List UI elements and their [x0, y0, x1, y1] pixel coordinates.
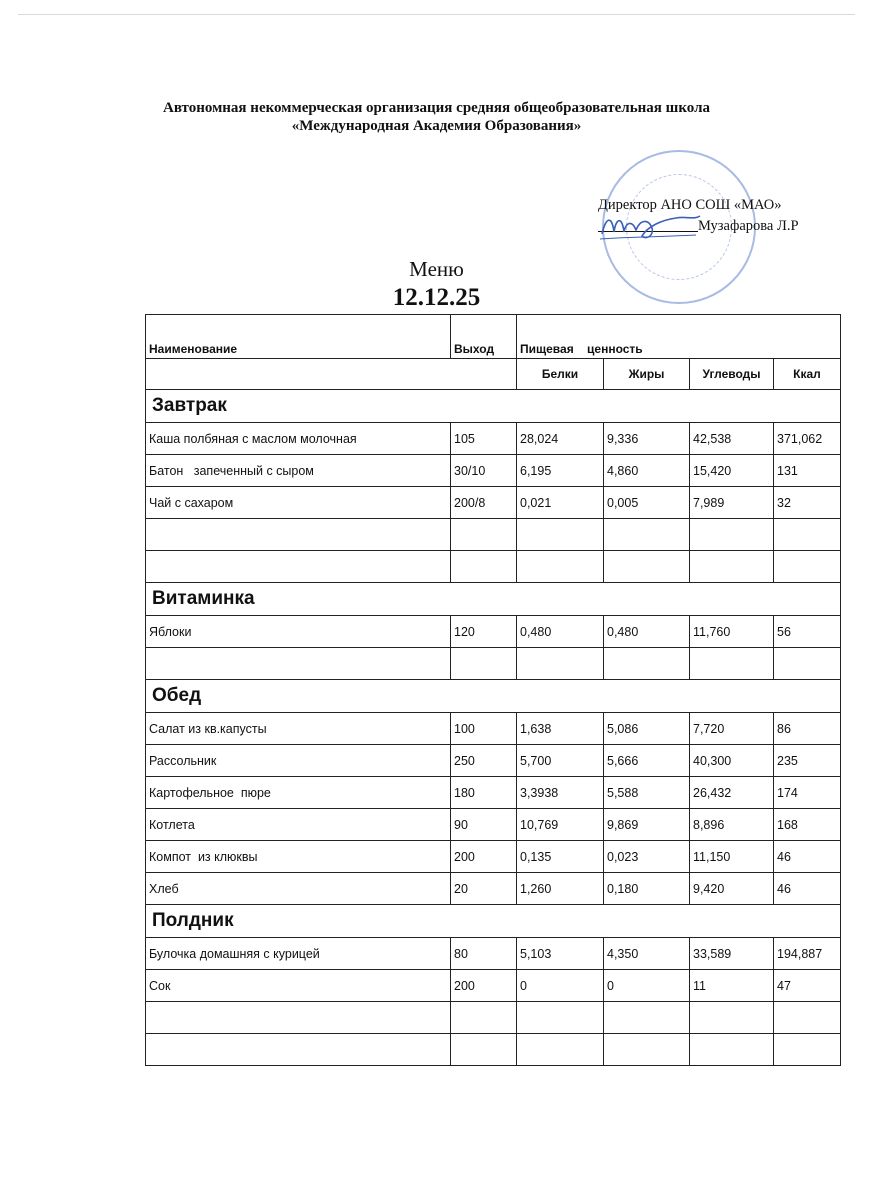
output-cell: 200 [451, 841, 517, 873]
carbs-cell [690, 519, 774, 551]
table-row [146, 970, 841, 1002]
carbs-cell: 33,589 [690, 938, 774, 970]
header-name: Наименование [146, 315, 451, 359]
kcal-cell: 235 [774, 745, 841, 777]
section-title: Полдник [146, 905, 841, 938]
table-row [146, 841, 841, 873]
output-cell [451, 648, 517, 680]
menu-title: Меню [409, 257, 464, 281]
fats-cell: 0,480 [604, 616, 690, 648]
kcal-cell: 46 [774, 873, 841, 905]
section-row [146, 390, 841, 423]
proteins-cell: 0,480 [517, 616, 604, 648]
section-title: Обед [146, 680, 841, 713]
proteins-cell: 6,195 [517, 455, 604, 487]
dish-name-cell [146, 1034, 451, 1066]
kcal-cell: 131 [774, 455, 841, 487]
section-title: Завтрак [146, 390, 841, 423]
output-cell: 180 [451, 777, 517, 809]
dish-name-cell: Булочка домашняя с курицей [146, 938, 451, 970]
kcal-cell: 194,887 [774, 938, 841, 970]
table-row [146, 1002, 841, 1034]
proteins-cell: 28,024 [517, 423, 604, 455]
fats-cell [604, 648, 690, 680]
fats-cell [604, 1002, 690, 1034]
output-cell: 105 [451, 423, 517, 455]
scan-edge-line [18, 14, 855, 15]
table-row [146, 616, 841, 648]
kcal-cell: 86 [774, 713, 841, 745]
output-cell: 250 [451, 745, 517, 777]
output-cell [451, 519, 517, 551]
fats-cell: 0,180 [604, 873, 690, 905]
table-row [146, 713, 841, 745]
fats-cell: 4,350 [604, 938, 690, 970]
fats-cell: 0,023 [604, 841, 690, 873]
dish-name-cell: Сок [146, 970, 451, 1002]
dish-name-cell: Компот из клюквы [146, 841, 451, 873]
fats-cell [604, 551, 690, 583]
proteins-cell: 0,021 [517, 487, 604, 519]
kcal-cell: 32 [774, 487, 841, 519]
carbs-cell [690, 648, 774, 680]
output-cell: 120 [451, 616, 517, 648]
output-cell: 200/8 [451, 487, 517, 519]
output-cell: 200 [451, 970, 517, 1002]
kcal-cell [774, 519, 841, 551]
fats-cell: 4,860 [604, 455, 690, 487]
carbs-cell: 42,538 [690, 423, 774, 455]
carbs-cell [690, 1002, 774, 1034]
organization-header [0, 99, 873, 135]
proteins-cell: 1,260 [517, 873, 604, 905]
proteins-cell: 3,3938 [517, 777, 604, 809]
output-cell: 20 [451, 873, 517, 905]
kcal-cell [774, 1002, 841, 1034]
fats-cell: 0,005 [604, 487, 690, 519]
table-header-row [146, 315, 841, 359]
table-row [146, 777, 841, 809]
fats-cell: 0 [604, 970, 690, 1002]
dish-name-cell: Чай с сахаром [146, 487, 451, 519]
fats-cell: 5,086 [604, 713, 690, 745]
kcal-cell [774, 551, 841, 583]
proteins-cell [517, 551, 604, 583]
header-carbs: Углеводы [690, 359, 774, 390]
dish-name-cell [146, 648, 451, 680]
section-row [146, 680, 841, 713]
director-name: Музафарова Л.Р [698, 218, 799, 234]
output-cell: 90 [451, 809, 517, 841]
dish-name-cell: Котлета [146, 809, 451, 841]
table-row [146, 455, 841, 487]
dish-name-cell: Каша полбяная с маслом молочная [146, 423, 451, 455]
carbs-cell: 8,896 [690, 809, 774, 841]
carbs-cell: 15,420 [690, 455, 774, 487]
dish-name-cell: Батон запеченный с сыром [146, 455, 451, 487]
section-row [146, 905, 841, 938]
fats-cell: 9,869 [604, 809, 690, 841]
dish-name-cell [146, 519, 451, 551]
table-row [146, 1034, 841, 1066]
proteins-cell: 0 [517, 970, 604, 1002]
fats-cell: 5,666 [604, 745, 690, 777]
carbs-cell: 26,432 [690, 777, 774, 809]
carbs-cell: 9,420 [690, 873, 774, 905]
carbs-cell [690, 1034, 774, 1066]
table-row [146, 551, 841, 583]
proteins-cell: 1,638 [517, 713, 604, 745]
kcal-cell: 174 [774, 777, 841, 809]
header-nutrition: Пищевая ценность [517, 315, 841, 359]
proteins-cell: 5,700 [517, 745, 604, 777]
fats-cell: 9,336 [604, 423, 690, 455]
dish-name-cell: Яблоки [146, 616, 451, 648]
director-title: Директор АНО СОШ «МАО» [598, 197, 782, 213]
dish-name-cell: Рассольник [146, 745, 451, 777]
table-row [146, 487, 841, 519]
proteins-cell [517, 1034, 604, 1066]
header-output: Выход [451, 315, 517, 359]
carbs-cell: 40,300 [690, 745, 774, 777]
table-row [146, 938, 841, 970]
carbs-cell: 11 [690, 970, 774, 1002]
header-kcal: Ккал [774, 359, 841, 390]
table-row [146, 423, 841, 455]
fats-cell [604, 519, 690, 551]
table-row [146, 519, 841, 551]
kcal-cell: 168 [774, 809, 841, 841]
carbs-cell: 7,989 [690, 487, 774, 519]
kcal-cell: 46 [774, 841, 841, 873]
carbs-cell: 7,720 [690, 713, 774, 745]
dish-name-cell: Салат из кв.капусты [146, 713, 451, 745]
table-row [146, 873, 841, 905]
proteins-cell [517, 648, 604, 680]
output-cell: 80 [451, 938, 517, 970]
dish-name-cell [146, 1002, 451, 1034]
proteins-cell [517, 519, 604, 551]
carbs-cell: 11,150 [690, 841, 774, 873]
output-cell: 100 [451, 713, 517, 745]
table-row [146, 809, 841, 841]
dish-name-cell: Картофельное пюре [146, 777, 451, 809]
proteins-cell: 5,103 [517, 938, 604, 970]
proteins-cell: 10,769 [517, 809, 604, 841]
organization-line-2: «Международная Академия Образования» [291, 118, 582, 134]
section-row [146, 583, 841, 616]
fats-cell: 5,588 [604, 777, 690, 809]
carbs-cell: 11,760 [690, 616, 774, 648]
organization-line-1: Автономная некоммерческая организация средняя общеобразовательная школа [162, 100, 710, 116]
output-cell: 30/10 [451, 455, 517, 487]
menu-date: 12.12.25 [392, 284, 481, 311]
menu-table [145, 314, 841, 1066]
dish-name-cell [146, 551, 451, 583]
kcal-cell [774, 648, 841, 680]
proteins-cell [517, 1002, 604, 1034]
table-row [146, 648, 841, 680]
kcal-cell: 47 [774, 970, 841, 1002]
kcal-cell: 371,062 [774, 423, 841, 455]
kcal-cell: 56 [774, 616, 841, 648]
kcal-cell [774, 1034, 841, 1066]
carbs-cell [690, 551, 774, 583]
header-proteins: Белки [517, 359, 604, 390]
output-cell [451, 551, 517, 583]
table-subheader-row [146, 359, 841, 390]
proteins-cell: 0,135 [517, 841, 604, 873]
table-row [146, 745, 841, 777]
header-fats: Жиры [604, 359, 690, 390]
dish-name-cell: Хлеб [146, 873, 451, 905]
output-cell [451, 1002, 517, 1034]
fats-cell [604, 1034, 690, 1066]
section-title: Витаминка [146, 583, 841, 616]
director-signature [596, 206, 706, 246]
output-cell [451, 1034, 517, 1066]
